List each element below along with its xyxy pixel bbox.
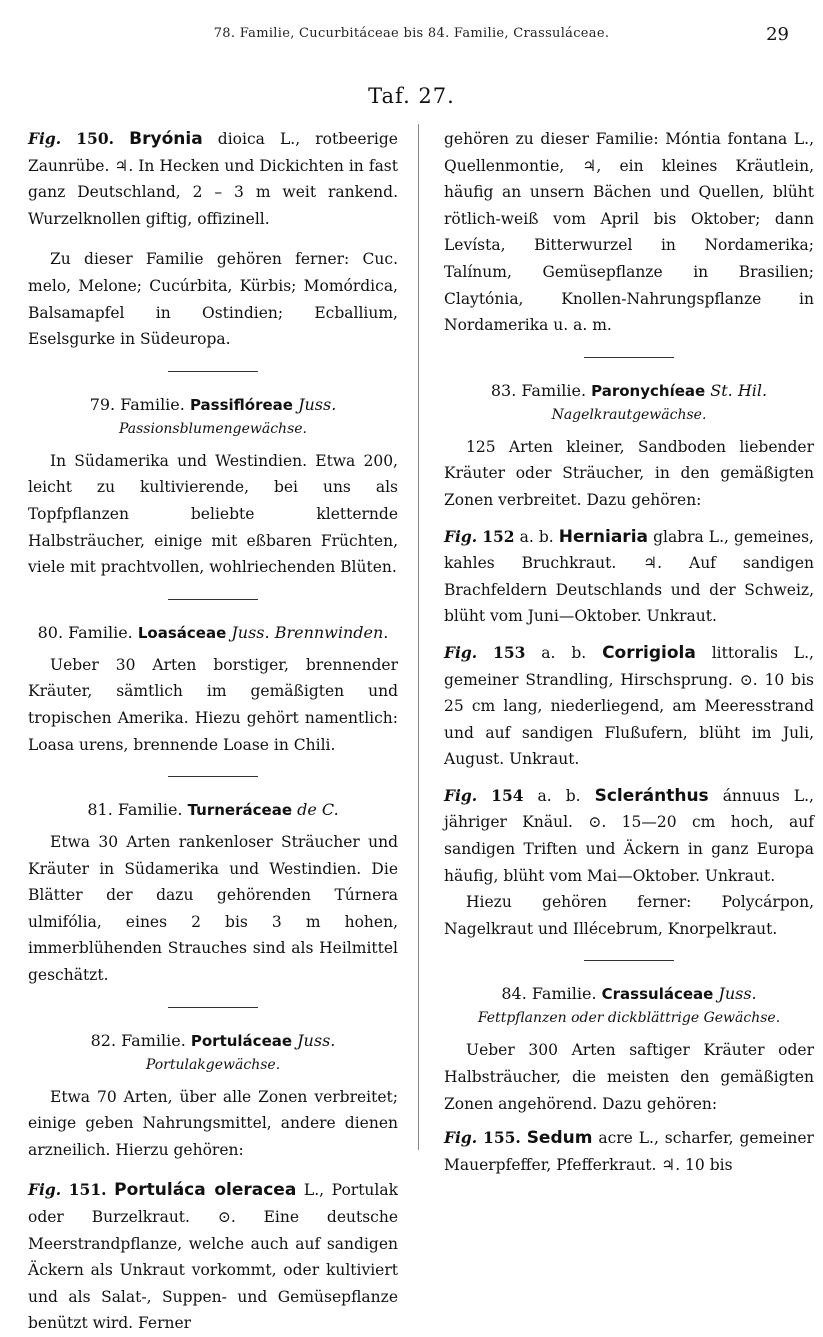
family-text: Etwa 70 Arten, über alle Zonen verbreitet; einige geben Nahrungsmittel, andere dienen arzneilich. Hierzu gehören: [28,1087,398,1159]
fig-number: 150. [76,129,115,148]
family-78-additional: Zu dieser Familie gehören ferner: Cuc. melo, Melone; Cucúrbita, Kürbis; Momórdica, Balsamapfel in Ostindien; Ecballium, Eselsgurke in Südeuropa. [28,250,398,349]
column-divider [418,124,419,1150]
family-text: Ueber 300 Arten saftiger Kräuter oder Halbsträucher, die meisten den gemäßigten Zonen angehörend. Dazu gehören: [444,1041,814,1113]
genus-name: Herniaria [558,526,648,547]
family-79 [28,394,398,581]
family-82-continued: gehören zu dieser Familie: Móntia fontana L., Quellenmontie, ♃, ein kleines Kräutlein, häufig an unsern Bächen und Quellen, blüht rötlich-weiß vom April bis Oktober; dann Levísta, Bitterwurzel in Nordamerika; Talínum, Gemüsepflanze in Brasilien; Claytónia, Knollen-Nahrungspflanze in Nordamerika u. a. m. [444,130,814,335]
genus-name: Bryónia [129,129,203,149]
family-heading: 80. Familie. Loasáceae Juss. Brennwinden. [37,622,389,642]
section-rule [584,960,674,961]
family-heading: 84. Familie. Crassuláceae Juss. [501,984,757,1004]
genus-name: Corrigiola [602,642,696,663]
family-82 [28,1030,398,1337]
family-heading: 81. Familie. Turneráceae de C. [87,800,339,820]
right-column [444,126,814,1178]
fig-label: Fig. [28,1180,62,1200]
figure-entry-150 [28,126,398,232]
fig-number: 151. [68,1180,107,1200]
genus-name: Scleránthus [594,785,709,806]
family-83 [444,380,814,943]
family-text: 125 Arten kleiner, Sandboden liebender Kräuter oder Sträucher, in den gemäßigten Zonen verbreitet. Dazu gehören: [444,437,814,509]
family-81 [28,799,398,989]
genus-name: Sedum [526,1128,593,1149]
family-text: Etwa 30 Arten rankenloser Sträucher und Kräuter in Südamerika und Westindien. Die Blätter der dazu gehörenden Túrnera ulmifólia, eines 2 bis 3 m hohen, immerblühenden Strauches sind als Heilmittel geschätzt. [28,833,398,985]
running-title: 78. Familie, Cucurbitáceae bis 84. Familie, Crassuláceae. [213,26,610,41]
family-common-name: Fettpflanzen oder dickblättrige Gewächse. [477,1010,781,1027]
figure-entry-152: Fig. 152 a. b. Herniaria glabra L., gemeines, kahles Bruchkraut. ♃. Auf sandigen Brachfeldern Deutschlands und der Schweiz, blüht vom Juni—Oktober. Unkraut. [444,526,814,626]
plate-title: Taf. 27. [368,84,455,108]
figure-entry-153: Fig. 153 a. b. Corrigiola littoralis L., gemeiner Strandling, Hirschsprung. ⊙. 10 bis 25 cm lang, niederliegend, am Meeresstrand und auf sandigen Flußufern, blüht im Juli, August. Unkraut. [444,642,814,769]
family-80 [28,622,398,758]
section-rule [584,357,674,358]
section-rule [168,776,258,777]
fig-label: Fig. [28,129,62,148]
figure-entry-155: Fig. 155. Sedum acre L., scharfer, gemeiner Mauerpfeffer, Pfefferkraut. ♃. 10 bis [444,1128,814,1174]
family-common-name: Nagelkrautgewächse. [551,406,707,423]
entry-text: L., Portulak oder Burzelkraut. ⊙. Eine deutsche Meerstrandpflanze, welche auch auf sandigen Äckern als Unkraut vorkommt, oder kultiviert und als Salat-, Suppen- und Gemüsepflanze benützt wird. Ferner [28,1181,398,1333]
page-number: 29 [766,24,789,45]
section-rule [168,599,258,600]
family-text: In Südamerika und Westindien. Etwa 200, leicht zu kultivierende, bei uns als Topfpflanzen beliebte kletternde Halbsträucher, einige mit eßbaren Früchten, viele mit prachtvollen, wohlriechenden Blüten. [28,451,398,577]
family-common-name: Portulakgewächse. [145,1056,281,1073]
family-text: Ueber 30 Arten borstiger, brennender Kräuter, sämtlich im gemäßigten und tropischen Amerika. Hiezu gehört namentlich: Loasa urens, brennende Loase in Chili. [28,655,398,754]
family-heading: 79. Familie. Passiflóreae Juss. [89,394,337,414]
family-83-additional: Hiezu gehören ferner: Polycárpon, Nagelkraut und Illécebrum, Knorpelkraut. [444,893,814,938]
section-rule [168,1007,258,1008]
entry-text: dioica L., rotbeerige Zaunrübe. ♃. In Hecken und Dickichten in fast ganz Deutschland, 2 – 3 m weit rankend. Wurzelknollen giftig, offizinell. [28,130,398,228]
left-column [28,126,398,1337]
running-header [0,24,823,48]
family-84 [444,983,814,1178]
family-heading: 83. Familie. Paronychíeae St. Hil. [490,380,768,400]
family-common-name: Passionsblumengewächse. [118,420,307,437]
family-heading: 82. Familie. Portuláceae Juss. [90,1030,336,1050]
figure-entry-154: Fig. 154 a. b. Scleránthus ánnuus L., jähriger Knäul. ⊙. 15—20 cm hoch, auf sandigen Triften und Äckern in ganz Europa häufig, blüht vom Mai—Oktober. Unkraut. [444,785,814,885]
section-rule [168,371,258,372]
figure-entry-151 [28,1177,398,1337]
genus-name: Portuláca oleracea [114,1180,297,1201]
